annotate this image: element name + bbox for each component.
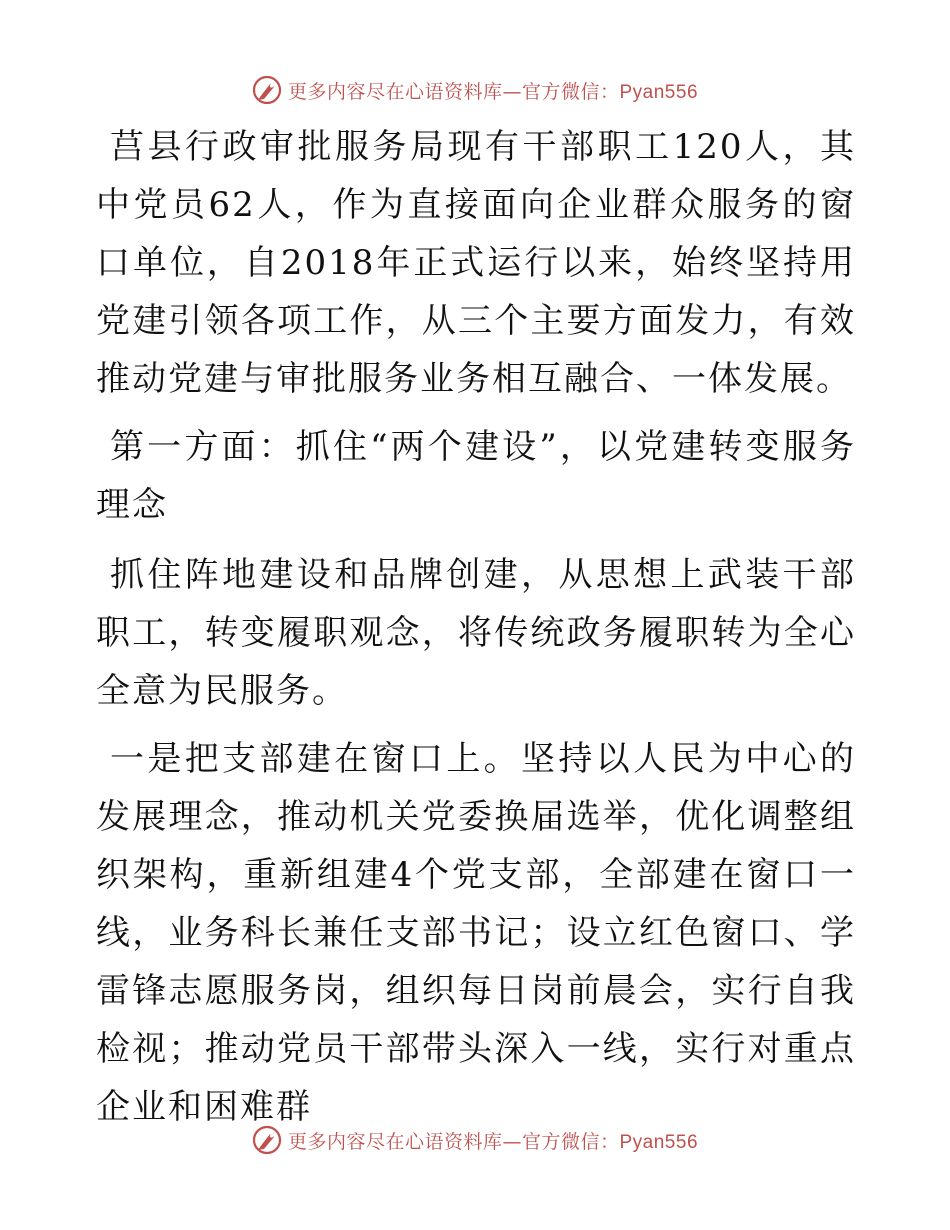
paragraph-point-one: 一是把支部建在窗口上。坚持以人民为中心的发展理念，推动机关党委换届选举，优化调整组织架构，重新组建4个党支部，全部建在窗口一线，业务科长兼任支部书记；设立红色窗口、学雷锋志愿服务岗，组织每日岗前晨会，实行自我检视；推动党员干部带头深入一线，实行对重点企业和困难群 bbox=[96, 739, 856, 1127]
official-wechat-label: 官方微信： bbox=[521, 80, 620, 103]
watermark-text: 更多内容尽在心语资料库 bbox=[287, 80, 503, 103]
wechat-id: Pyan556 bbox=[619, 1131, 699, 1153]
watermark-dash: — bbox=[502, 1130, 522, 1153]
document-body bbox=[96, 118, 856, 1146]
official-wechat-label: 官方微信： bbox=[521, 1130, 620, 1153]
watermark-dash: — bbox=[502, 80, 522, 103]
footer-watermark bbox=[0, 1120, 950, 1160]
watermark-text: 更多内容尽在心语资料库 bbox=[287, 1130, 503, 1153]
paragraph-intro: 莒县行政审批服务局现有干部职工120人，其中党员62人，作为直接面向企业群众服务的窗口单位，自2018年正式运行以来，始终坚持用党建引领各项工作，从三个主要方面发力，有效推动党建与审批服务业务相互融合、一体发展。 bbox=[96, 127, 856, 399]
wechat-id: Pyan556 bbox=[619, 81, 699, 103]
fountain-pen-logo-icon bbox=[252, 1125, 282, 1155]
fountain-pen-logo-icon bbox=[252, 75, 282, 105]
paragraph-section-summary: 抓住阵地建设和品牌创建，从思想上武装干部职工，转变履职观念，将传统政务履职转为全心全意为民服务。 bbox=[96, 555, 856, 711]
section-heading: 第一方面：抓住“两个建设”，以党建转变服务理念 bbox=[96, 427, 856, 525]
header-watermark bbox=[0, 70, 950, 110]
